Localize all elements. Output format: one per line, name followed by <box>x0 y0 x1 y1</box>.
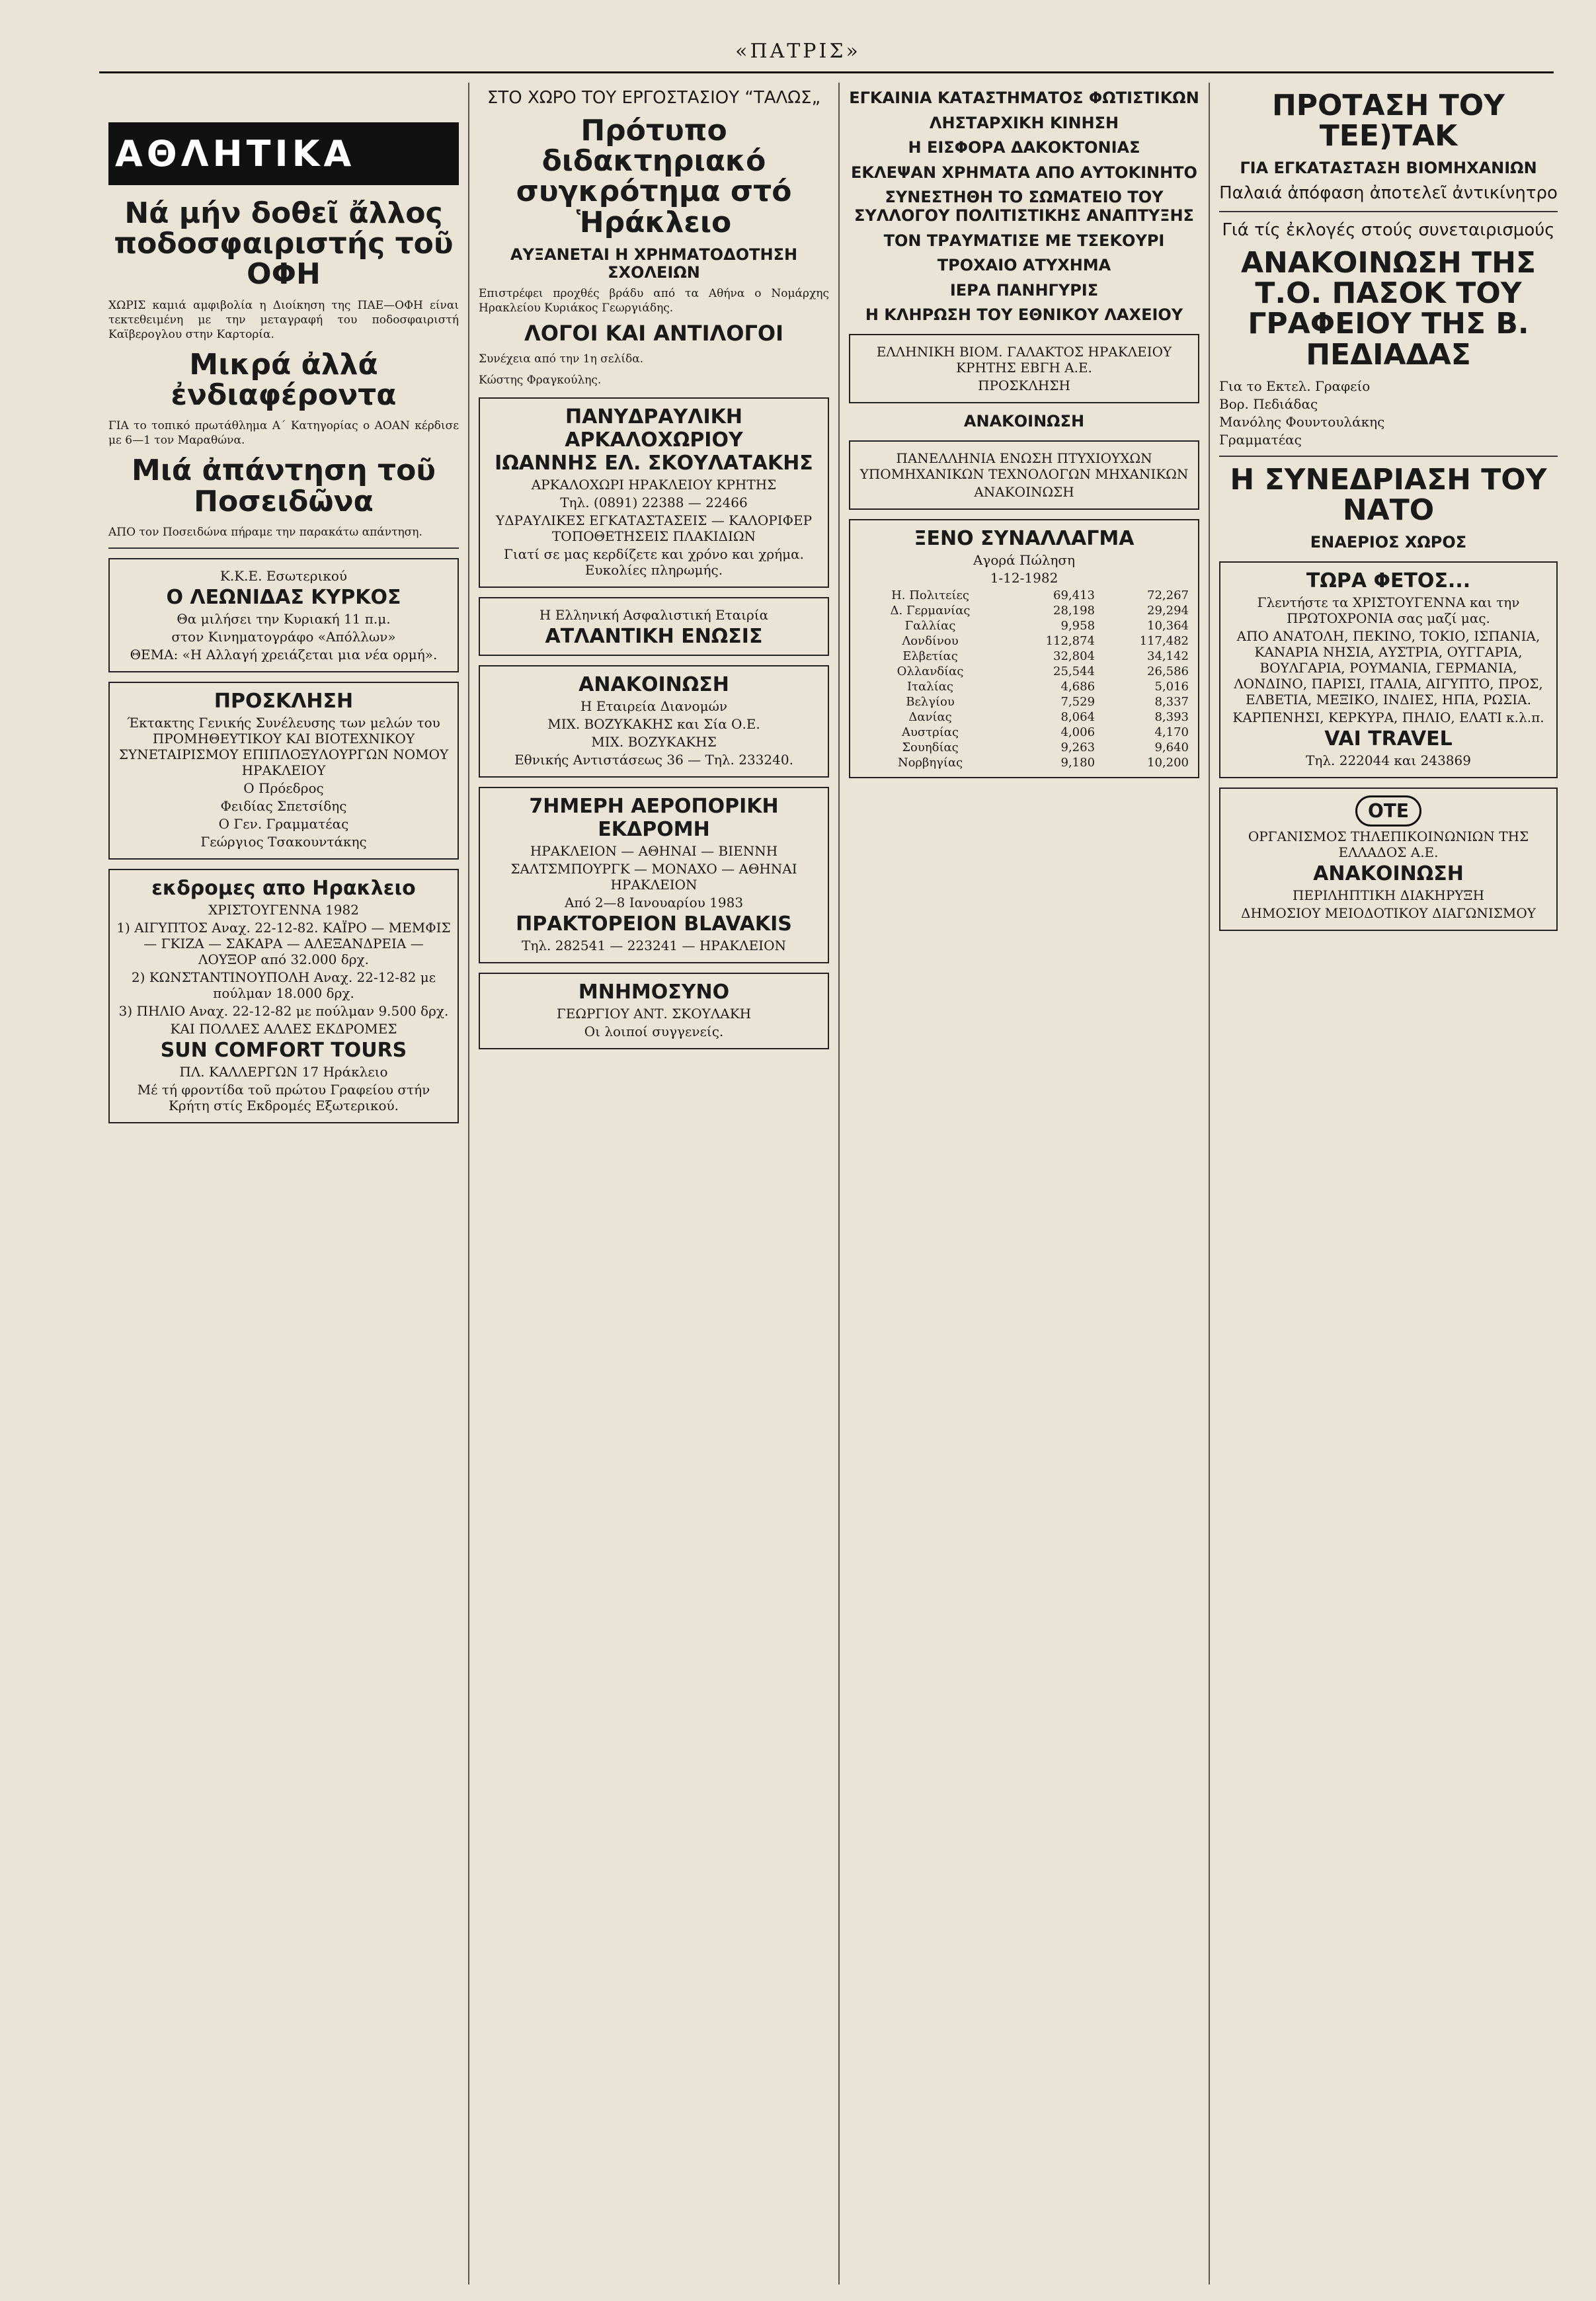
trip-route: ΣΑΛΤΣΜΠΟΥΡΓΚ — ΜΟΝΑΧΟ — ΑΘΗΝΑΙ ΗΡΑΚΛΕΙΟΝ <box>510 860 797 893</box>
travel-ad <box>108 869 459 1123</box>
headline: ΙΕΡΑ ΠΑΝΗΓΥΡΙΣ <box>949 280 1099 300</box>
sign-line: Μανόλης Φουντουλάκης <box>1219 413 1385 430</box>
sign-line: Για το Εκτελ. Γραφείο <box>1219 378 1371 394</box>
trip-phone: Τηλ. 282541 — 223241 — ΗΡΑΚΛΕΙΟΝ <box>522 937 786 953</box>
ote-logo: ΟΤΕ <box>1355 795 1421 827</box>
travel-destinations: ΑΠΟ ΑΝΑΤΟΛΗ, ΠΕΚΙΝΟ, ΤΟΚΙΟ, ΙΣΠΑΝΙΑ, ΚΑΝΑΡΙΑ ΝΗΣΙΑ, ΑΥΣΤΡΙΑ, ΟΥΓΓΑΡΙΑ, ΒΟΥΛΓΑΡΙΑ, ΡΟΥΜΑΝΙΑ, ΓΕΡΜΑΝΙΑ, ΛΟΝΔΙΝΟ, ΠΑΡΙΣΙ, ΙΤΑΛΙΑ, ΑΙΓΥΠΤΟ, ΠΡΟΣ, ΕΛΒΕΤΙΑ, ΜΕΞΙΚΟ, ΙΝΔΙΕΣ, ΗΠΑ, ΡΩΣΙΑ. <box>1234 627 1543 707</box>
subhead: ΕΝΑΕΡΙΟΣ ΧΩΡΟΣ <box>1310 533 1467 552</box>
divider <box>1219 211 1558 212</box>
travel-item: 3) ΠΗΛΙΟ Αναχ. 22-12-82 με πούλμαν 9.500 δρχ. <box>118 1002 449 1019</box>
fx-cell: Η. Πολιτείες <box>891 588 969 602</box>
headline: ΕΓΚΑΙΝΙΑ ΚΑΤΑΣΤΗΜΑΤΟΣ ΦΩΤΙΣΤΙΚΩΝ <box>849 89 1199 107</box>
opinion-body: Συνέχεια από την 1η σελίδα. <box>479 352 644 366</box>
ad-footer: Γιατί σε μας κερδίζετε και χρόνο και χρήμα. Ευκολίες πληρωμής. <box>503 545 804 578</box>
headline: ΠΡΟΤΑΣΗ ΤΟΥ ΤΕΕ)ΤΑΚ <box>1271 89 1505 153</box>
ad-title: ΠΑΝΥΔΡΑΥΛΙΚΗ ΑΡΚΑΛΟΧΩΡΙΟΥ <box>565 405 743 452</box>
article-body: ΓΙΑ το τοπικό πρωτάθλημα Α΄ Κατηγορίας ο ΑΟΑΝ κέρδισε με 6—1 τον Μαραθώνα. <box>108 419 459 448</box>
fx-cell: 69,413 <box>1053 588 1096 602</box>
headline: ΕΚΛΕΨΑΝ ΧΡΗΜΑΤΑ ΑΠΟ ΑΥΤΟΚΙΝΗΤΟ <box>851 163 1197 182</box>
invite-title: ΠΡΟΣΚΛΗΣΗ <box>214 689 354 713</box>
headline: Η ΕΙΣΦΟΡΑ ΔΑΚΟΚΤΟΝΙΑΣ <box>908 138 1140 157</box>
travel-title: εκδρομες απο Ηρακλειο <box>151 876 416 900</box>
headline: Πρότυπο διδακτηριακό συγκρότημα στό Ἡράκλειο <box>516 114 792 239</box>
fx-row <box>857 725 1191 740</box>
column-2 <box>469 83 840 2284</box>
fx-row <box>857 709 1191 725</box>
fx-cell: Νορβηγίας <box>897 755 963 770</box>
milk-sub: ΠΡΟΣΚΛΗΣΗ <box>978 377 1070 393</box>
kke-title: Κ.Κ.Ε. Εσωτερικού <box>219 567 348 584</box>
fx-date: 1-12-1982 <box>990 569 1058 586</box>
kicker: Παλαιά ἀπόφαση ἀποτελεῖ ἀντικίνητρο <box>1219 182 1558 203</box>
kke-theme: ΘΕΜΑ: «Η Αλλαγή χρειάζεται μια νέα ορμή». <box>130 646 438 663</box>
travel-title: ΤΩΡΑ ΦΕΤΟΣ... <box>1306 569 1471 592</box>
milk-title: ΕΛΛΗΝΙΚΗ ΒΙΟΜ. ΓΑΛΑΚΤΟΣ ΗΡΑΚΛΕΙΟΥ ΚΡΗΤΗΣ ΕΒΓΗ Α.Ε. <box>876 343 1172 376</box>
divider <box>108 547 459 549</box>
headline: ΑΝΑΚΟΙΝΩΣΗ ΤΗΣ Τ.Ο. ΠΑΣΟΚ ΤΟΥ ΓΡΑΦΕΙΟΥ ΤΗΣ Β. ΠΕΔΙΑΔΑΣ <box>1240 245 1536 372</box>
headline: ΛΗΣΤΑΡΧΙΚΗ ΚΙΝΗΣΗ <box>929 113 1119 132</box>
invite-sign2-name: Γεώργιος Τσακουντάκης <box>200 833 367 850</box>
subhead: ΓΙΑ ΕΓΚΑΤΑΣΤΑΣΗ ΒΙΟΜΗΧΑΝΙΩΝ <box>1240 159 1537 178</box>
kke-name: Ο ΛΕΩΝΙΔΑΣ ΚΥΡΚΟΣ <box>166 585 401 609</box>
ad-phone: Τηλ. (0891) 22388 — 22466 <box>560 494 748 510</box>
travel-sub: ΧΡΙΣΤΟΥΓΕΝΝΑ 1982 <box>208 901 359 918</box>
fx-cell: Ιταλίας <box>907 679 953 694</box>
fx-cell: 34,142 <box>1147 649 1189 663</box>
headline: ΤΡΟΧΑΙΟ ΑΤΥΧΗΜΑ <box>937 256 1111 275</box>
union-title: ΠΑΝΕΛΛΗΝΙΑ ΕΝΩΣΗ ΠΤΥΧΙΟΥΧΩΝ ΥΠΟΜΗΧΑΝΙΚΩΝ ΤΕΧΝΟΛΟΓΩΝ ΜΗΧΑΝΙΚΩΝ <box>859 450 1189 482</box>
vai-travel-ad <box>1219 561 1558 778</box>
travel-inland: ΚΑΡΠΕΝΗΣΙ, ΚΕΡΚΥΡΑ, ΠΗΛΙΟ, ΕΛΑΤΙ κ.λ.π. <box>1232 709 1544 725</box>
fx-cell: 7,529 <box>1060 694 1096 709</box>
fx-cell: 4,170 <box>1154 725 1189 739</box>
fx-cell: 4,686 <box>1060 679 1096 694</box>
fx-cell: 9,958 <box>1060 618 1096 633</box>
fx-cell: 9,640 <box>1154 740 1189 754</box>
fx-cell: 72,267 <box>1147 588 1189 602</box>
travel-company: VAI TRAVEL <box>1324 727 1453 750</box>
fx-cell: 29,294 <box>1147 603 1189 618</box>
column-3 <box>840 83 1210 2284</box>
notice-company: Η Εταιρεία Διανομών <box>580 698 728 714</box>
top-rule <box>99 71 1554 73</box>
column-1 <box>99 83 469 2284</box>
article-body: ΧΩΡΙΣ καμιά αμφιβολία η Διοίκηση της ΠΑΕ—ΟΦΗ είναι τεκτεθειμένη με την μεταγραφή του ποδοσφαιριστή Καϊβερογλου στην Καρτορία. <box>108 298 459 341</box>
kke-line1: Θα μιλήσει την Κυριακή 11 π.μ. <box>177 610 391 627</box>
headline: ΤΟΝ ΤΡΑΥΜΑΤΙΣΕ ΜΕ ΤΣΕΚΟΥΡΙ <box>883 231 1165 250</box>
fx-table <box>857 588 1191 770</box>
ad-place: ΑΡΚΑΛΟΧΩΡΙ ΗΡΑΚΛΕΙΟΥ ΚΡΗΤΗΣ <box>531 476 777 493</box>
article-body: ΑΠΟ τον Ποσειδώνα πήραμε την παρακάτω απάντηση. <box>108 525 422 539</box>
article-body: Επιστρέφει προχθές βράδυ από τα Αθήνα ο Νομάρχης Ηρακλείου Κυριάκος Γεωργιάδης. <box>479 286 829 315</box>
kke-ad <box>108 558 459 672</box>
headline: Η ΣΥΝΕΔΡΙΑΣΗ ΤΟΥ ΝΑΤΟ <box>1230 462 1547 527</box>
fx-cell: 25,544 <box>1053 664 1096 678</box>
travel-company: SUN COMFORT TOURS <box>160 1038 407 1062</box>
memorial-footer: Οι λοιποί συγγενείς. <box>584 1023 724 1039</box>
memorial-title: ΜΝΗΜΟΣΥΝΟ <box>578 980 730 1004</box>
trip-agency: ΠΡΑΚΤΟΡΕΙΟΝ BLAVAKIS <box>516 912 792 936</box>
masthead: «ΠΑΤΡΙΣ» <box>735 40 861 63</box>
ad-name: ΙΩΑΝΝΗΣ ΕΛ. ΣΚΟΥΛΑΤΑΚΗΣ <box>495 451 813 475</box>
travel-address: ΠΛ. ΚΑΛΛΕΡΓΩΝ 17 Ηράκλειο <box>179 1063 388 1080</box>
fx-row <box>857 755 1191 770</box>
notice-address: Εθνικής Αντιστάσεως 36 — Τηλ. 233240. <box>514 751 793 768</box>
section-banner: ΑΘΛΗΤΙΚΑ <box>108 122 459 185</box>
ote-notice-title: ΑΝΑΚΟΙΝΩΣΗ <box>1313 862 1464 885</box>
fx-cell: Σουηδίας <box>902 740 959 754</box>
insurance-ad <box>479 597 829 656</box>
invitation-box <box>108 682 459 860</box>
travel-item: ΚΑΙ ΠΟΛΛΕΣ ΑΛΛΕΣ ΕΚΔΡΟΜΕΣ <box>170 1020 397 1037</box>
fx-row <box>857 649 1191 664</box>
travel-item: 1) ΑΙΓΥΠΤΟΣ Αναχ. 22-12-82. ΚΑΪΡΟ — ΜΕΜΦΙΣ — ΓΚΙΖΑ — ΣΑΚΑΡΑ — ΑΛΕΞΑΝΔΡΕΙΑ — ΛΟΥΞΟΡ από 32.000 δρχ. <box>116 919 451 967</box>
fx-cell: Ολλανδίας <box>897 664 964 678</box>
invite-sign1: Ο Πρόεδρος <box>243 780 324 796</box>
fx-cell: Δ. Γερμανίας <box>890 603 971 618</box>
kicker: Γιά τίς ἐκλογές στούς συνεταιρισμούς <box>1222 220 1555 240</box>
fx-cell: Δανίας <box>908 709 952 724</box>
notice-title: ΑΝΑΚΟΙΝΩΣΗ <box>963 411 1085 430</box>
fx-cell: Γαλλίας <box>904 618 956 633</box>
fx-cell: 117,482 <box>1139 633 1189 648</box>
notice-title: ΑΝΑΚΟΙΝΩΣΗ <box>579 672 729 696</box>
fx-cell: Ελβετίας <box>902 649 958 663</box>
fx-title: ΞΕΝΟ ΣΥΝΑΛΛΑΓΜΑ <box>914 526 1135 550</box>
headline: Μιά ἀπάντηση τοῦ Ποσειδῶνα <box>131 454 436 518</box>
headline: ΣΥΝΕΣΤΗΘΗ ΤΟ ΣΩΜΑΤΕΙΟ ΤΟΥ ΣΥΛΛΟΓΟΥ ΠΟΛΙΤΙΣΤΙΚΗΣ ΑΝΑΠΤΥΞΗΣ <box>854 188 1194 225</box>
fx-row <box>857 633 1191 649</box>
ote-notice <box>1219 787 1558 931</box>
notice-name: ΜΙΧ. ΒΟΖΥΚΑΚΗΣ και Σία Ο.Ε. <box>547 715 760 732</box>
fx-cell: 9,180 <box>1060 755 1096 770</box>
plumbing-ad <box>479 397 829 588</box>
fx-sub: Αγορά Πώληση <box>973 551 1076 568</box>
distribution-notice <box>479 665 829 778</box>
opinion-title: ΛΟΓΟΙ ΚΑΙ ΑΝΤΙΛΟΓΟΙ <box>524 321 783 346</box>
headline: Νά μήν δοθεῖ ἄλλος ποδοσφαιριστής τοῦ ΟΦΗ <box>114 196 454 292</box>
fx-row <box>857 694 1191 709</box>
headline: Η ΚΛΗΡΩΣΗ ΤΟΥ ΕΘΝΙΚΟΥ ΛΑΧΕΙΟΥ <box>865 305 1183 325</box>
invite-sign2: Ο Γεν. Γραμματέας <box>218 815 349 832</box>
union-sub: ΑΝΑΚΟΙΝΩΣΗ <box>974 483 1074 500</box>
milk-notice <box>849 334 1199 403</box>
opinion-author: Κώστης Φραγκούλης. <box>479 374 602 387</box>
fx-cell: 32,804 <box>1053 649 1096 663</box>
fx-cell: 10,200 <box>1147 755 1189 770</box>
travel-footer: Μέ τή φροντίδα τοῦ πρώτου Γραφείου στήν Κρήτη στίς Εκδρομές Εξωτερικού. <box>137 1081 430 1113</box>
travel-sub: Γλεντήστε τα ΧΡΙΣΤΟΥΓΕΝΝΑ και την ΠΡΩΤΟΧΡΟΝΙΑ σας μαζί μας. <box>1257 594 1520 626</box>
trip-ad <box>479 787 829 963</box>
fx-row <box>857 618 1191 633</box>
trip-dates: Από 2—8 Ιανουαρίου 1983 <box>564 894 744 910</box>
column-4 <box>1210 83 1567 2284</box>
fx-cell: 8,064 <box>1060 709 1096 724</box>
fx-row <box>857 740 1191 755</box>
fx-cell: Βελγίου <box>906 694 955 709</box>
invite-body: Έκτακτης Γενικής Συνέλευσης των μελών του ΠΡΟΜΗΘΕΥΤΙΚΟΥ ΚΑΙ ΒΙΟΤΕΧΝΙΚΟΥ ΣΥΝΕΤΑΙΡΙΣΜΟΥ ΕΠΙΠΛΟΞΥΛΟΥΡΓΩΝ ΝΟΜΟΥ ΗΡΑΚΛΕΙΟΥ <box>118 714 449 778</box>
ins-company: Η Ελληνική Ασφαλιστική Εταιρία <box>539 606 769 623</box>
fx-cell: 5,016 <box>1154 679 1189 694</box>
fx-cell: 8,337 <box>1154 694 1189 709</box>
fx-row <box>857 603 1191 618</box>
invite-sign1-name: Φειδίας Σπετσίδης <box>220 797 347 814</box>
fx-row <box>857 588 1191 603</box>
fx-cell: 112,874 <box>1045 633 1096 648</box>
sign-line: Γραμματέας <box>1219 431 1302 448</box>
ote-name: ΟΡΓΑΝΙΣΜΟΣ ΤΗΛΕΠΙΚΟΙΝΩΝΙΩΝ ΤΗΣ ΕΛΛΑΔΟΣ Α.Ε. <box>1248 828 1529 860</box>
ote-sub: ΠΕΡΙΛΗΠΤΙΚΗ ΔΙΑΚΗΡΥΞΗ <box>1292 887 1485 903</box>
trip-title: 7ΗΜΕΡΗ ΑΕΡΟΠΟΡΙΚΗ ΕΚΔΡΟΜΗ <box>529 794 779 841</box>
sign-line: Βορ. Πεδιάδας <box>1219 395 1318 412</box>
memorial-name: ΓΕΩΡΓΙΟΥ ΑΝΤ. ΣΚΟΥΛΑΚΗ <box>556 1005 752 1022</box>
divider <box>1219 456 1558 457</box>
kicker: ΣΤΟ ΧΩΡΟ ΤΟΥ ΕΡΓΟΣΤΑΣΙΟΥ “ΤΑΛΩΣ„ <box>487 88 821 108</box>
travel-item: 2) ΚΩΝΣΤΑΝΤΙΝΟΥΠΟΛΗ Αναχ. 22-12-82 με πούλμαν 18.000 δρχ. <box>131 969 436 1001</box>
trip-route: ΗΡΑΚΛΕΙΟΝ — ΑΘΗΝΑΙ — ΒΙΕΝΝΗ <box>530 842 778 859</box>
fx-table-box <box>849 519 1199 778</box>
travel-phone: Τηλ. 222044 και 243869 <box>1306 752 1471 768</box>
ad-line: ΥΔΡΑΥΛΙΚΕΣ ΕΓΚΑΤΑΣΤΑΣΕΙΣ — ΚΑΛΟΡΙΦΕΡ ΤΟΠΟΘΕΤΗΣΕΙΣ ΠΛΑΚΙΔΙΩΝ <box>495 512 813 544</box>
fx-cell: 26,586 <box>1147 664 1189 678</box>
fx-row <box>857 679 1191 694</box>
fx-cell: 10,364 <box>1147 618 1189 633</box>
headline: Μικρά ἀλλά ἐνδιαφέροντα <box>171 347 397 413</box>
fx-cell: 4,006 <box>1060 725 1096 739</box>
ins-title: ΑΤΛΑΝΤΙΚΗ ΕΝΩΣΙΣ <box>545 624 763 648</box>
fx-cell: 8,393 <box>1154 709 1189 724</box>
fx-cell: 9,263 <box>1060 740 1096 754</box>
memorial-notice <box>479 973 829 1049</box>
fx-cell: 28,198 <box>1053 603 1096 618</box>
notice-sign: ΜΙΧ. ΒΟΖΥΚΑΚΗΣ <box>591 733 717 750</box>
fx-cell: Αυστρίας <box>901 725 959 739</box>
fx-row <box>857 664 1191 679</box>
fx-cell: Λονδίνου <box>902 633 959 648</box>
subhead: ΑΥΞΑΝΕΤΑΙ Η ΧΡΗΜΑΤΟΔΟΤΗΣΗ ΣΧΟΛΕΙΩΝ <box>510 245 798 282</box>
kke-line2: στον Κινηματογράφο «Απόλλων» <box>171 628 396 645</box>
ote-sub2: ΔΗΜΟΣΙΟΥ ΜΕΙΟΔΟΤΙΚΟΥ ΔΙΑΓΩΝΙΣΜΟΥ <box>1241 905 1536 921</box>
union-notice <box>849 440 1199 510</box>
